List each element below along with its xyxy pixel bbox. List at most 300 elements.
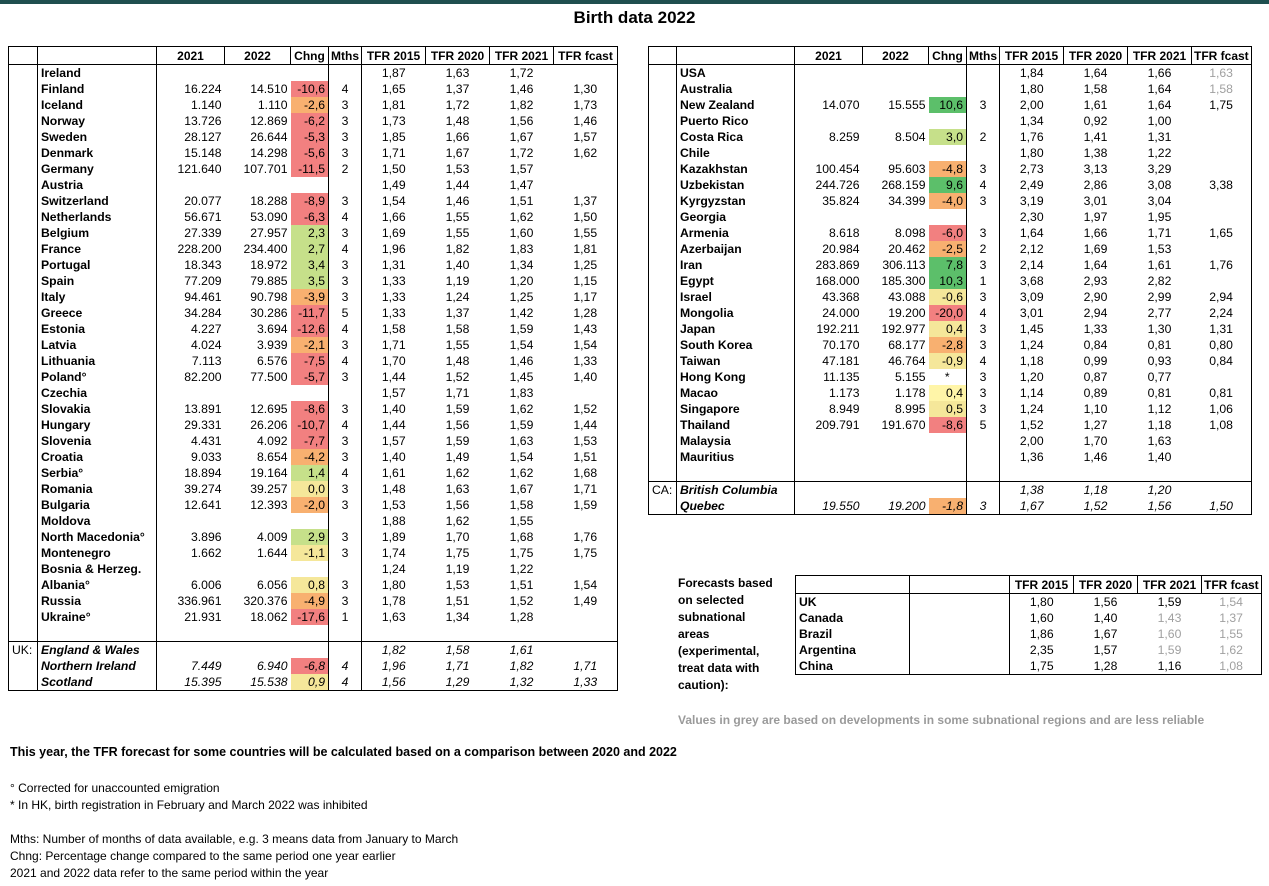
table-row bbox=[9, 561, 618, 577]
tfr-2021: 1,60 bbox=[509, 225, 534, 240]
tfr-2020: 1,67 bbox=[445, 145, 470, 160]
tfr-fcast: 1,58 bbox=[1209, 81, 1233, 96]
table-row bbox=[649, 449, 1252, 465]
months-cell: 4 bbox=[329, 674, 362, 691]
tfr-fcast bbox=[1192, 161, 1252, 177]
row-lead-cell bbox=[9, 273, 38, 289]
tfr-2015: 1,57 bbox=[362, 385, 426, 401]
months-cell: 3 bbox=[329, 497, 362, 513]
value-2021: 94.461 bbox=[157, 289, 225, 305]
change-cell: * bbox=[944, 369, 950, 384]
tfr-2021: 0,81 bbox=[1147, 337, 1172, 352]
col-header-tfr2015: TFR 2015 bbox=[362, 47, 426, 65]
months-cell: 3 bbox=[967, 337, 1000, 353]
value-2022: 27.957 bbox=[250, 225, 288, 240]
tfr-2020: 1,63 bbox=[445, 481, 470, 496]
months-cell bbox=[967, 433, 1000, 449]
months-cell: 3 bbox=[967, 401, 1000, 417]
forecast-header-row bbox=[796, 576, 1262, 594]
table-row bbox=[9, 385, 618, 401]
country-name: Poland° bbox=[38, 369, 157, 385]
tfr-2015: 1,50 bbox=[362, 161, 426, 177]
tfr-fcast: 1,75 bbox=[1209, 97, 1233, 112]
table-row bbox=[9, 593, 618, 609]
table-row bbox=[9, 513, 618, 529]
tfr-2020: 1,52 bbox=[445, 369, 470, 384]
tfr-2021: 1,59 bbox=[1157, 594, 1182, 609]
row-lead-cell bbox=[9, 593, 38, 609]
tfr-fcast: 3,38 bbox=[1209, 177, 1233, 192]
tfr-2021: 3,04 bbox=[1147, 193, 1172, 208]
change-cell bbox=[929, 81, 967, 97]
country-name: Iran bbox=[677, 257, 795, 273]
tfr-fcast: 1,31 bbox=[1209, 321, 1233, 336]
months-cell: 4 bbox=[329, 321, 362, 337]
change-cell: -4,8 bbox=[929, 161, 967, 177]
value-2022: 234.400 bbox=[243, 241, 288, 256]
table-row bbox=[649, 305, 1252, 321]
tfr-2021: 1,66 bbox=[1147, 65, 1172, 80]
empty-cell bbox=[362, 625, 426, 642]
tfr-fcast: 1,40 bbox=[573, 369, 598, 384]
footnote-hk: * In HK, birth registration in February and March 2022 was inhibited bbox=[10, 798, 368, 812]
row-lead-cell bbox=[649, 257, 677, 273]
value-2022: 95.603 bbox=[888, 161, 926, 176]
footnote-emigration: ° Corrected for unaccounted emigration bbox=[10, 781, 220, 795]
tfr-2015: 1,24 bbox=[362, 561, 426, 577]
value-2022: 26.206 bbox=[250, 417, 288, 432]
tfr-2021: 1,52 bbox=[509, 593, 534, 608]
tfr-2021: 1,59 bbox=[509, 417, 534, 432]
tfr-2015: 1,34 bbox=[1000, 113, 1064, 129]
value-2021 bbox=[795, 65, 863, 82]
value-2022: 20.462 bbox=[888, 241, 926, 256]
row-lead-cell bbox=[649, 369, 677, 385]
table-row bbox=[9, 449, 618, 465]
change-cell: 0,4 bbox=[929, 385, 967, 401]
tfr-fcast: 1,55 bbox=[573, 225, 598, 240]
change-cell bbox=[929, 113, 967, 129]
tfr-fcast: 0,84 bbox=[1209, 353, 1233, 368]
tfr-2015: 1,18 bbox=[1000, 353, 1064, 369]
tfr-2015: 2,12 bbox=[1000, 241, 1064, 257]
tfr-2021: 1,51 bbox=[509, 577, 534, 592]
row-lead-cell bbox=[649, 449, 677, 465]
tfr-2020: 1,40 bbox=[1093, 610, 1118, 625]
country-name: Czechia bbox=[38, 385, 157, 401]
tfr-2021: 3,29 bbox=[1147, 161, 1172, 176]
change-cell: -10,6 bbox=[291, 81, 329, 97]
forecast-country: Canada bbox=[799, 610, 844, 625]
tfr-2015: 1,96 bbox=[362, 241, 426, 257]
table-row bbox=[9, 609, 618, 625]
tfr-2015: 1,24 bbox=[1000, 401, 1064, 417]
value-2021: 13.726 bbox=[157, 113, 225, 129]
value-2021: 82.200 bbox=[157, 369, 225, 385]
tfr-fcast: 1,30 bbox=[573, 81, 598, 96]
col-header-2022: 2022 bbox=[863, 47, 929, 65]
tfr-2020: 1,56 bbox=[445, 497, 470, 512]
value-2022 bbox=[863, 81, 929, 97]
table-row bbox=[9, 129, 618, 145]
row-lead-cell bbox=[9, 449, 38, 465]
value-2022: 1.178 bbox=[895, 385, 926, 400]
row-lead-cell bbox=[9, 225, 38, 241]
months-cell: 3 bbox=[329, 529, 362, 545]
value-2021: 1.662 bbox=[157, 545, 225, 561]
value-2021: 21.931 bbox=[157, 609, 225, 625]
tfr-2020: 1,66 bbox=[445, 129, 470, 144]
tfr-2021: 1,62 bbox=[509, 465, 534, 480]
tfr-2021: 1,22 bbox=[1147, 145, 1172, 160]
empty-cell bbox=[863, 465, 929, 482]
tfr-2015: 1,36 bbox=[1000, 449, 1064, 465]
change-cell: -2,5 bbox=[929, 241, 967, 257]
months-cell: 3 bbox=[967, 321, 1000, 337]
change-cell: -1,8 bbox=[929, 498, 967, 515]
tfr-fcast bbox=[554, 642, 618, 659]
value-2022 bbox=[225, 561, 291, 577]
tfr-fcast: 1,50 bbox=[1209, 498, 1233, 513]
row-lead-cell bbox=[9, 257, 38, 273]
months-cell: 4 bbox=[329, 417, 362, 433]
value-2022: 8.504 bbox=[895, 129, 926, 144]
spacer-row bbox=[9, 625, 618, 642]
tfr-2020: 1,44 bbox=[445, 177, 470, 192]
tfr-2015: 1,73 bbox=[362, 113, 426, 129]
months-cell bbox=[967, 482, 1000, 499]
change-cell: -3,9 bbox=[291, 289, 329, 305]
months-cell: 3 bbox=[967, 385, 1000, 401]
table-row bbox=[649, 353, 1252, 369]
tfr-2015: 2,73 bbox=[1000, 161, 1064, 177]
empty-cell bbox=[649, 465, 677, 482]
change-cell bbox=[291, 642, 329, 659]
value-2022: 46.764 bbox=[888, 353, 926, 368]
tfr-fcast: 1,08 bbox=[1219, 658, 1243, 673]
tfr-2015: 1,69 bbox=[362, 225, 426, 241]
tfr-2020: 1,49 bbox=[445, 449, 470, 464]
tfr-2015: 1,81 bbox=[362, 97, 426, 113]
months-cell: 4 bbox=[329, 209, 362, 225]
country-name: Kyrgyzstan bbox=[677, 193, 795, 209]
tfr-2021: 1,53 bbox=[1147, 241, 1172, 256]
table-row bbox=[9, 529, 618, 545]
row-lead-cell bbox=[649, 241, 677, 257]
row-lead-cell bbox=[649, 273, 677, 289]
tfr-2021: 1,71 bbox=[1147, 225, 1172, 240]
fc-header-tfrfcast: TFR fcast bbox=[1202, 576, 1262, 594]
definition-mths: Mths: Number of months of data available, e.g. 3 means data from January to March bbox=[10, 832, 459, 846]
tfr-fcast: 1,51 bbox=[573, 449, 598, 464]
tfr-2015: 1,60 bbox=[1010, 610, 1074, 626]
tfr-2015: 2,35 bbox=[1010, 642, 1074, 658]
tfr-2021: 1,58 bbox=[509, 497, 534, 512]
tfr-2020: 1,37 bbox=[445, 305, 470, 320]
table-row bbox=[649, 81, 1252, 97]
change-cell bbox=[291, 513, 329, 529]
tfr-2021: 1,51 bbox=[509, 193, 534, 208]
months-cell: 4 bbox=[967, 177, 1000, 193]
tfr-fcast bbox=[1192, 449, 1252, 465]
row-lead-cell bbox=[9, 561, 38, 577]
tfr-2015: 2,00 bbox=[1000, 433, 1064, 449]
value-2021: 9.033 bbox=[157, 449, 225, 465]
tfr-2021: 1,54 bbox=[509, 449, 534, 464]
tfr-2020: 1,62 bbox=[445, 513, 470, 528]
tfr-2015: 1,52 bbox=[1000, 417, 1064, 433]
table-row bbox=[9, 321, 618, 337]
forecast-row bbox=[796, 642, 1262, 658]
tfr-fcast: 1,15 bbox=[573, 273, 598, 288]
tfr-2021: 1,56 bbox=[509, 113, 534, 128]
country-name: Denmark bbox=[38, 145, 157, 161]
change-cell bbox=[291, 65, 329, 82]
row-lead-cell bbox=[649, 385, 677, 401]
tfr-2015: 1,76 bbox=[1000, 129, 1064, 145]
change-cell: -7,5 bbox=[291, 353, 329, 369]
months-cell: 4 bbox=[329, 465, 362, 481]
empty-cell bbox=[795, 465, 863, 482]
value-2021: 14.070 bbox=[795, 97, 863, 113]
tfr-2015: 1,44 bbox=[362, 369, 426, 385]
row-lead-cell bbox=[649, 177, 677, 193]
tfr-2020: 1,53 bbox=[445, 577, 470, 592]
value-2022: 268.159 bbox=[881, 177, 926, 192]
tfr-2020: 0,92 bbox=[1083, 113, 1108, 128]
col-header-tfrfcast: TFR fcast bbox=[1192, 47, 1252, 65]
country-name: Bulgaria bbox=[38, 497, 157, 513]
change-cell: -4,2 bbox=[291, 449, 329, 465]
value-2021 bbox=[795, 81, 863, 97]
col-header-2021: 2021 bbox=[795, 47, 863, 65]
tfr-2020: 1,27 bbox=[1083, 417, 1108, 432]
empty-cell bbox=[910, 626, 1010, 642]
value-2022: 19.164 bbox=[250, 465, 288, 480]
forecast-label-line: caution): bbox=[678, 678, 729, 692]
grey-values-note: Values in grey are based on developments in some subnational regions and are less reliable bbox=[678, 713, 1205, 727]
tfr-2015: 1,38 bbox=[1000, 482, 1064, 499]
country-name: Estonia bbox=[38, 321, 157, 337]
tfr-2015: 2,49 bbox=[1000, 177, 1064, 193]
tfr-2015: 1,31 bbox=[362, 257, 426, 273]
tfr-2021: 1,82 bbox=[509, 97, 534, 112]
value-2022: 1.644 bbox=[257, 545, 288, 560]
tfr-2020: 1,46 bbox=[445, 193, 470, 208]
tfr-fcast: 0,81 bbox=[1209, 385, 1233, 400]
tfr-2021: 1,46 bbox=[509, 81, 534, 96]
tfr-2015: 1,71 bbox=[362, 145, 426, 161]
tfr-fcast: 1,50 bbox=[573, 209, 598, 224]
tfr-fcast: 1,81 bbox=[573, 241, 598, 256]
value-2022: 79.885 bbox=[250, 273, 288, 288]
tfr-2015: 1,89 bbox=[362, 529, 426, 545]
row-lead-cell bbox=[649, 417, 677, 433]
change-cell: 2,7 bbox=[291, 241, 329, 257]
tfr-2015: 1,64 bbox=[1000, 225, 1064, 241]
tfr-2021: 1,72 bbox=[509, 65, 534, 80]
tfr-fcast: 1,71 bbox=[573, 658, 598, 673]
months-cell: 3 bbox=[329, 369, 362, 385]
forecast-label-line: (experimental, bbox=[678, 644, 760, 658]
value-2022 bbox=[225, 385, 291, 401]
value-2021: 56.671 bbox=[157, 209, 225, 225]
table-row bbox=[9, 193, 618, 209]
tfr-fcast bbox=[1192, 433, 1252, 449]
row-lead-cell bbox=[9, 513, 38, 529]
country-name: Thailand bbox=[677, 417, 795, 433]
country-name: Bosnia & Herzeg. bbox=[38, 561, 157, 577]
country-name: Uzbekistan bbox=[677, 177, 795, 193]
value-2022: 18.972 bbox=[250, 257, 288, 272]
change-cell: -20,0 bbox=[929, 305, 967, 321]
tfr-fcast: 2,24 bbox=[1209, 305, 1233, 320]
row-lead-cell bbox=[9, 337, 38, 353]
table-row bbox=[9, 273, 618, 289]
country-name: Mongolia bbox=[677, 305, 795, 321]
tfr-fcast bbox=[1192, 145, 1252, 161]
tfr-2020: 2,93 bbox=[1083, 273, 1108, 288]
tfr-2021: 1,20 bbox=[509, 273, 534, 288]
empty-cell bbox=[910, 594, 1010, 611]
tfr-2020: 1,33 bbox=[1083, 321, 1108, 336]
tfr-2015: 1,61 bbox=[362, 465, 426, 481]
value-2022: 185.300 bbox=[881, 273, 926, 288]
row-lead-cell bbox=[9, 417, 38, 433]
value-2022: 306.113 bbox=[882, 257, 926, 272]
forecast-country: China bbox=[799, 658, 833, 673]
tfr-2015: 1,40 bbox=[362, 401, 426, 417]
value-2022: 320.376 bbox=[243, 593, 288, 608]
tfr-fcast: 1,71 bbox=[573, 481, 598, 496]
tfr-2020: 1,19 bbox=[445, 273, 470, 288]
months-cell: 3 bbox=[329, 481, 362, 497]
value-2022: 19.200 bbox=[888, 498, 926, 513]
value-2022 bbox=[863, 145, 929, 161]
months-cell: 3 bbox=[329, 577, 362, 593]
value-2022: 4.009 bbox=[257, 529, 288, 544]
value-2021: 336.961 bbox=[157, 593, 225, 609]
months-cell: 3 bbox=[329, 129, 362, 145]
tfr-2015: 1,65 bbox=[362, 81, 426, 97]
tfr-2020: 1,59 bbox=[445, 401, 470, 416]
tfr-2015: 1,53 bbox=[362, 497, 426, 513]
value-2021: 6.006 bbox=[157, 577, 225, 593]
value-2021: 8.949 bbox=[795, 401, 863, 417]
row-lead-cell bbox=[9, 241, 38, 257]
value-2021: 18.894 bbox=[157, 465, 225, 481]
tfr-fcast: 1,73 bbox=[573, 97, 598, 112]
months-cell bbox=[967, 449, 1000, 465]
value-2021: 7.113 bbox=[157, 353, 225, 369]
table-row bbox=[9, 241, 618, 257]
row-lead-cell bbox=[649, 433, 677, 449]
left-data-table bbox=[8, 46, 618, 691]
tfr-2020: 0,87 bbox=[1083, 369, 1108, 384]
tfr-2015: 2,14 bbox=[1000, 257, 1064, 273]
forecast-row bbox=[796, 626, 1262, 642]
change-cell bbox=[929, 65, 967, 82]
country-name: Chile bbox=[677, 145, 795, 161]
value-2021 bbox=[795, 449, 863, 465]
empty-cell bbox=[677, 465, 795, 482]
empty-cell bbox=[1128, 465, 1192, 482]
tfr-fcast: 1,63 bbox=[1209, 65, 1233, 80]
tfr-fcast: 2,94 bbox=[1209, 289, 1233, 304]
value-2021: 4.431 bbox=[157, 433, 225, 449]
table-row bbox=[649, 225, 1252, 241]
table-row bbox=[9, 257, 618, 273]
row-lead-cell bbox=[649, 289, 677, 305]
table-row bbox=[9, 65, 618, 82]
change-cell: 0,8 bbox=[291, 577, 329, 593]
table-row bbox=[649, 498, 1252, 515]
tfr-fcast: 1,46 bbox=[573, 113, 598, 128]
tfr-fcast bbox=[554, 561, 618, 577]
tfr-2021: 1,20 bbox=[1128, 482, 1192, 499]
change-cell: -4,9 bbox=[291, 593, 329, 609]
tfr-2020: 1,58 bbox=[445, 321, 470, 336]
months-cell: 3 bbox=[967, 498, 1000, 515]
table-row bbox=[649, 161, 1252, 177]
row-lead-cell bbox=[649, 97, 677, 113]
tfr-2021: 1,67 bbox=[509, 481, 534, 496]
forecast-label-line: treat data with bbox=[678, 661, 760, 675]
tfr-2021: 1,83 bbox=[509, 385, 534, 400]
table-row bbox=[9, 161, 618, 177]
forecast-label-line: subnational bbox=[678, 610, 746, 624]
value-2022 bbox=[863, 209, 929, 225]
tfr-2021: 1,59 bbox=[509, 321, 534, 336]
tfr-fcast: 1,33 bbox=[573, 353, 598, 368]
tfr-fcast bbox=[554, 513, 618, 529]
tfr-fcast bbox=[1192, 273, 1252, 289]
months-cell bbox=[329, 561, 362, 577]
tfr-2021: 1,28 bbox=[509, 609, 534, 624]
months-cell: 3 bbox=[967, 193, 1000, 209]
months-cell: 3 bbox=[329, 257, 362, 273]
tfr-2015: 3,19 bbox=[1000, 193, 1064, 209]
tfr-2021: 1,60 bbox=[1157, 626, 1182, 641]
change-cell: -5,6 bbox=[291, 145, 329, 161]
row-lead-cell bbox=[649, 193, 677, 209]
row-lead-cell bbox=[9, 193, 38, 209]
country-name: New Zealand bbox=[677, 97, 795, 113]
tfr-2015: 1,80 bbox=[362, 577, 426, 593]
months-cell: 3 bbox=[329, 273, 362, 289]
page-title: Birth data 2022 bbox=[573, 8, 696, 27]
country-name: South Korea bbox=[677, 337, 795, 353]
value-2021: 8.259 bbox=[795, 129, 863, 145]
tfr-fcast: 1,54 bbox=[573, 577, 598, 592]
row-lead-cell bbox=[9, 145, 38, 161]
country-name: Spain bbox=[38, 273, 157, 289]
tfr-2020: 1,48 bbox=[445, 113, 470, 128]
value-2022: 18.288 bbox=[250, 193, 288, 208]
row-lead-cell bbox=[649, 337, 677, 353]
country-name: Australia bbox=[677, 81, 795, 97]
table-row bbox=[9, 113, 618, 129]
change-cell: -2,0 bbox=[291, 497, 329, 513]
tfr-2021: 1,61 bbox=[490, 642, 554, 659]
tfr-fcast bbox=[554, 609, 618, 625]
tfr-2020: 1,64 bbox=[1083, 65, 1108, 80]
tfr-2020: 1,53 bbox=[445, 161, 470, 176]
col-header-2022: 2022 bbox=[225, 47, 291, 65]
empty-cell bbox=[929, 465, 967, 482]
value-2021: 24.000 bbox=[795, 305, 863, 321]
value-2021: 244.726 bbox=[795, 177, 863, 193]
